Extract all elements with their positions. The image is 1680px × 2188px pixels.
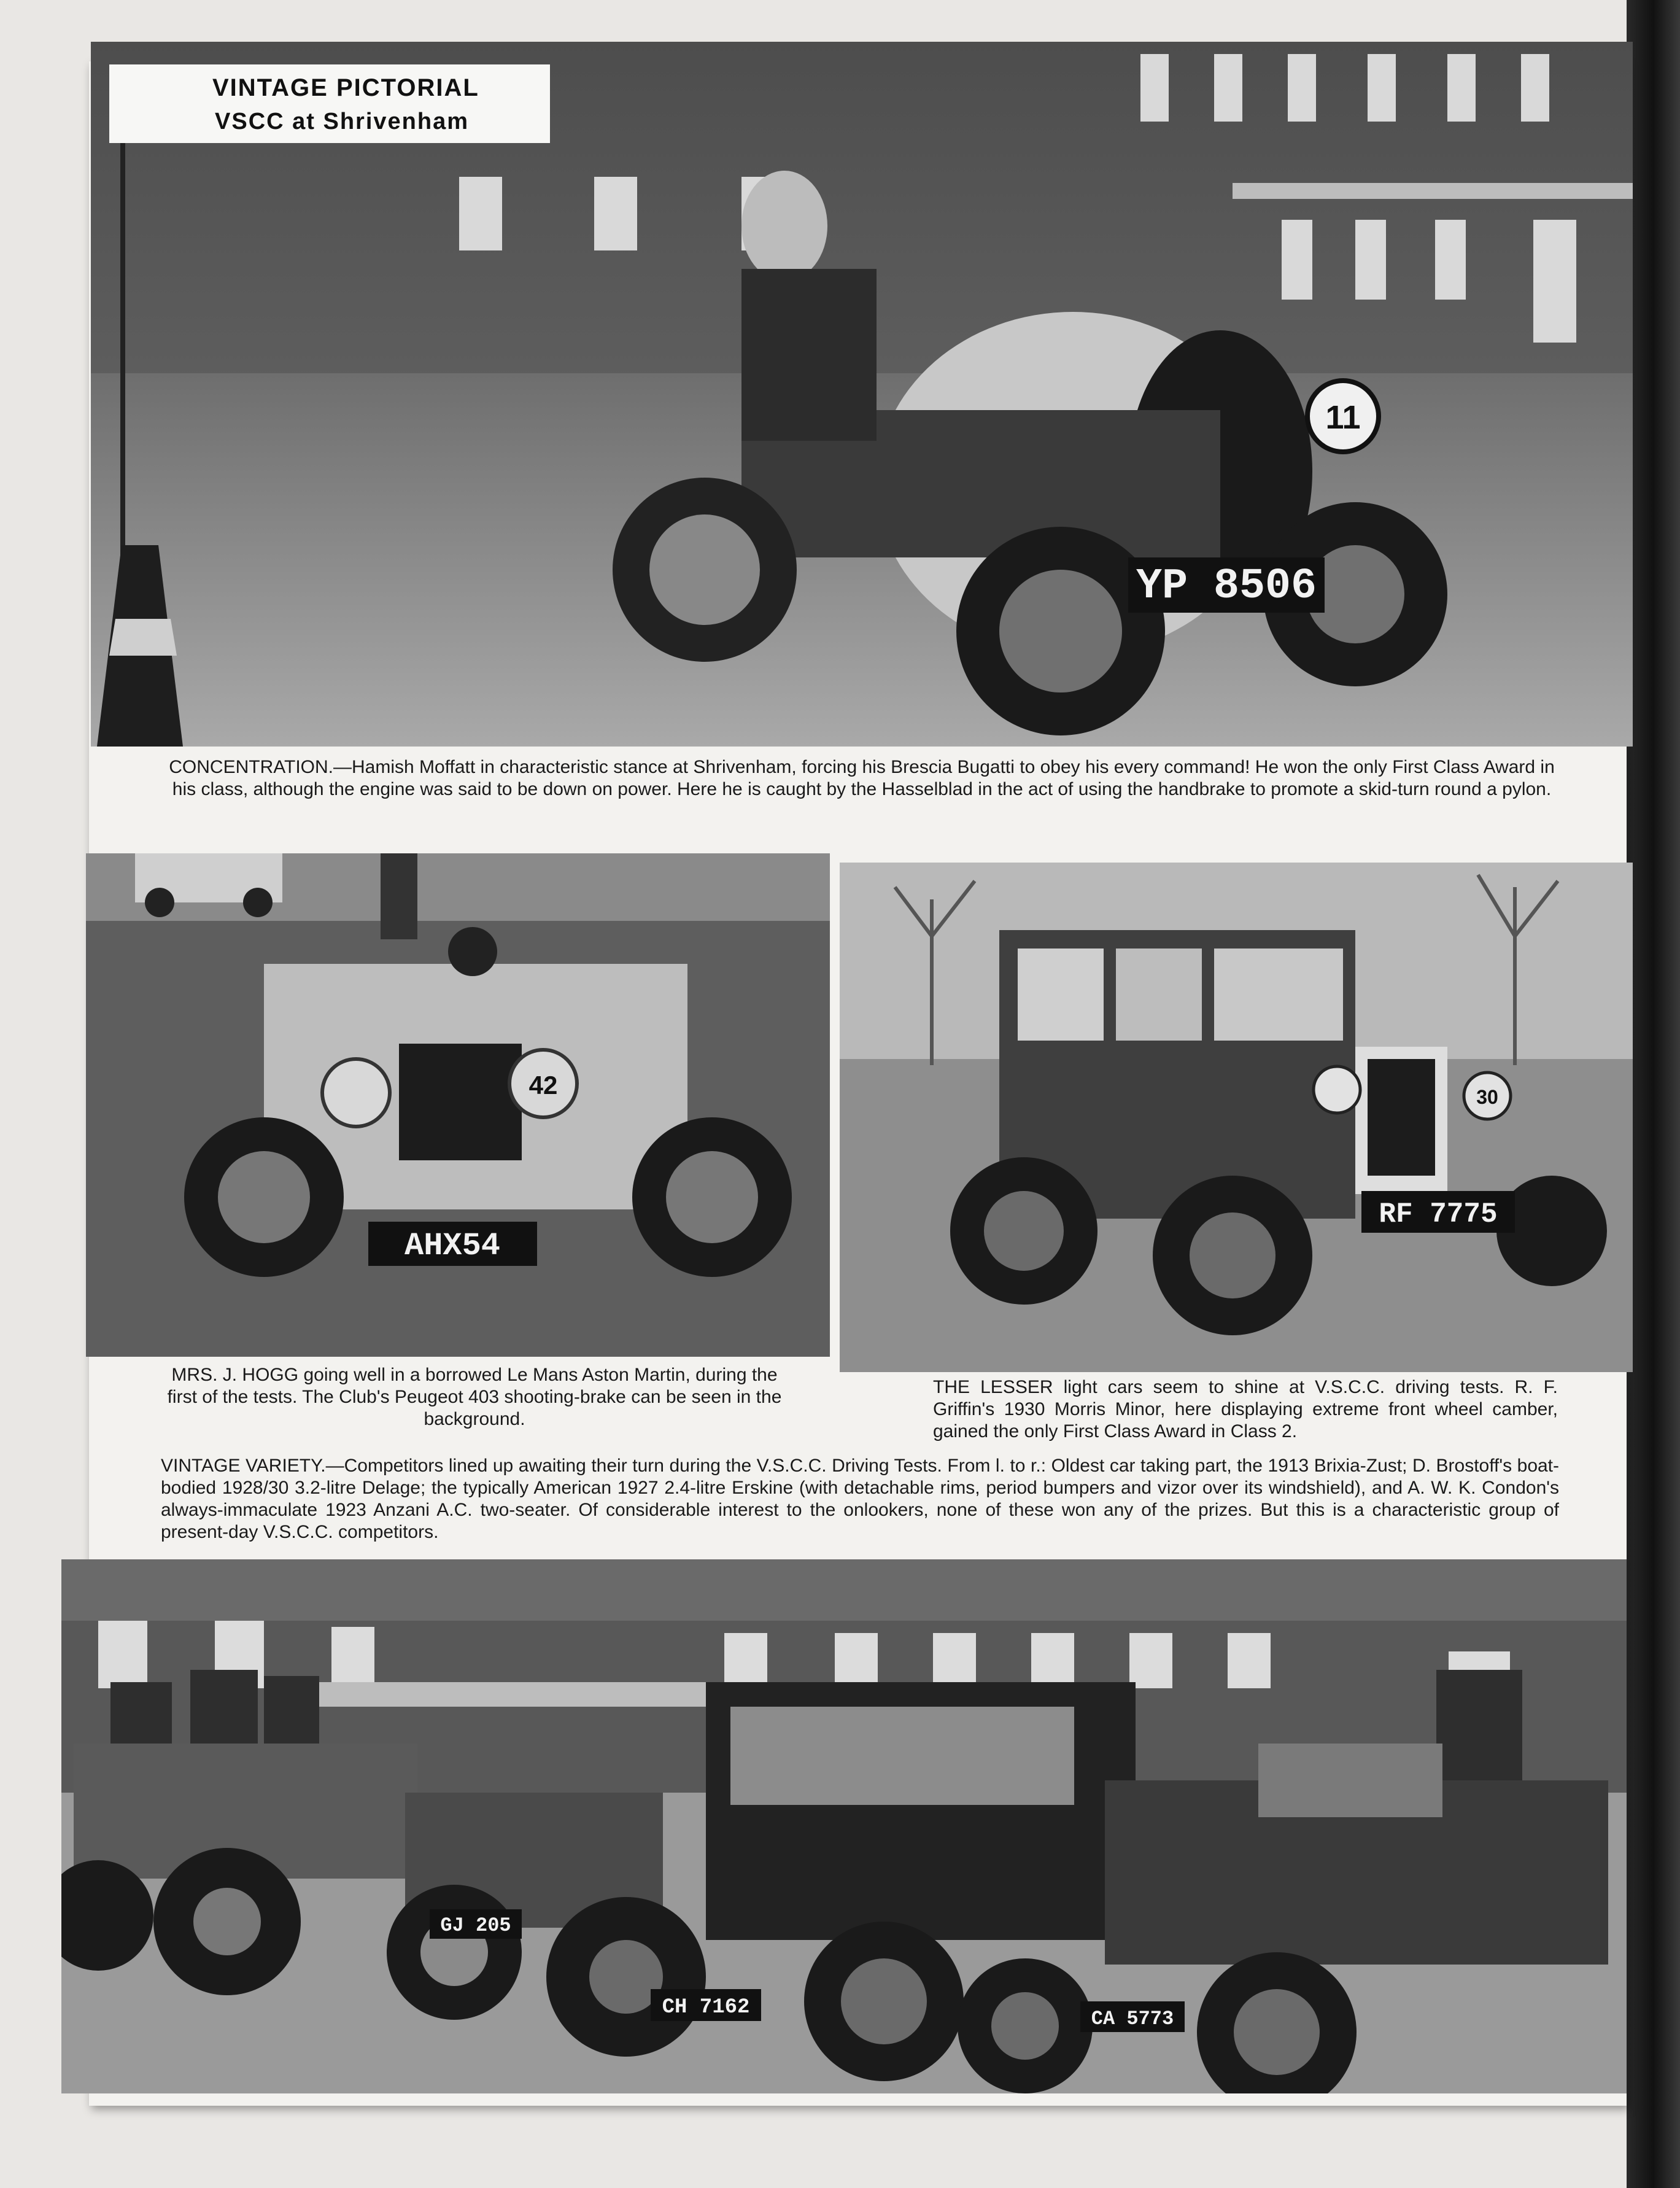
photo-bugatti xyxy=(91,42,1633,747)
morris-number-plate: RF 7775 xyxy=(1379,1198,1498,1230)
caption-variety-text: —Competitors lined up awaiting their turn during the V.S.C.C. Driving Tests. From l. to r.: Oldest car taking part, the 1913 Brixia-Zust; D. Brostoff's boat-bodied 1928/30 3.2-litre Delage; the typically American 1927 2.4-litre Erskine (with detachable rims, period bumpers and vizor over its windshield), and A. W. K. Condon's always-immaculate 1923 Anzani A.C. two-seater. Of considerable interest to the onlookers, none of these won any of the prizes. But this is a characteristic group of present-day V.S.C.C. competitors. xyxy=(161,1456,1560,1542)
morris-race-number: 30 xyxy=(1476,1086,1498,1108)
caption-lesser xyxy=(933,1376,1558,1443)
section-subtitle: VSCC at Shrivenham xyxy=(215,109,469,134)
caption-lesser-lead: THE LESSER xyxy=(933,1377,1053,1397)
caption-concentration-text: —Hamish Moffatt in characteristic stance at Shrivenham, forcing his Brescia Bugatti to obey his every command! He won the only First Class Award in his class, although the engine was said to be down on power. Here he is caught by the Hasselblad in the act of using the handbrake to promote a skid-turn round a pylon. xyxy=(172,757,1555,799)
caption-concentration xyxy=(165,756,1559,801)
caption-hogg-text: going well in a borrowed Le Mans Aston Martin, during the first of the tests. The Club's Peugeot 403 shooting-brake can be seen in the background. xyxy=(167,1365,782,1429)
caption-concentration-lead: CONCENTRATION. xyxy=(169,757,334,777)
bugatti-race-number: 11 xyxy=(1325,399,1361,436)
photo-morris-minor xyxy=(840,863,1633,1372)
photo-aston-martin xyxy=(86,853,830,1357)
caption-hogg xyxy=(158,1364,791,1430)
section-header xyxy=(109,64,550,143)
caption-lesser-text: light cars seem to shine at V.S.C.C. driving tests. R. F. Griffin's 1930 Morris Minor, here displaying extreme front wheel camber, gained the only First Class Award in Class 2. xyxy=(933,1377,1558,1441)
caption-hogg-lead: MRS. J. HOGG xyxy=(171,1365,299,1385)
caption-variety-lead: VINTAGE VARIETY. xyxy=(161,1456,326,1476)
group-plate-2: CH 7162 xyxy=(662,1996,750,2019)
bugatti-number-plate: YP 8506 xyxy=(1136,562,1317,611)
magazine-spine xyxy=(1627,0,1680,2188)
photo-vintage-group xyxy=(61,1559,1627,2093)
caption-vintage-variety xyxy=(161,1455,1559,1543)
aston-number-plate: AHX54 xyxy=(404,1228,501,1264)
aston-race-number: 42 xyxy=(528,1071,558,1100)
group-plate-3: CA 5773 xyxy=(1091,2008,1174,2030)
section-title: VINTAGE PICTORIAL xyxy=(212,74,479,101)
group-plate-1: GJ 205 xyxy=(440,1914,511,1937)
